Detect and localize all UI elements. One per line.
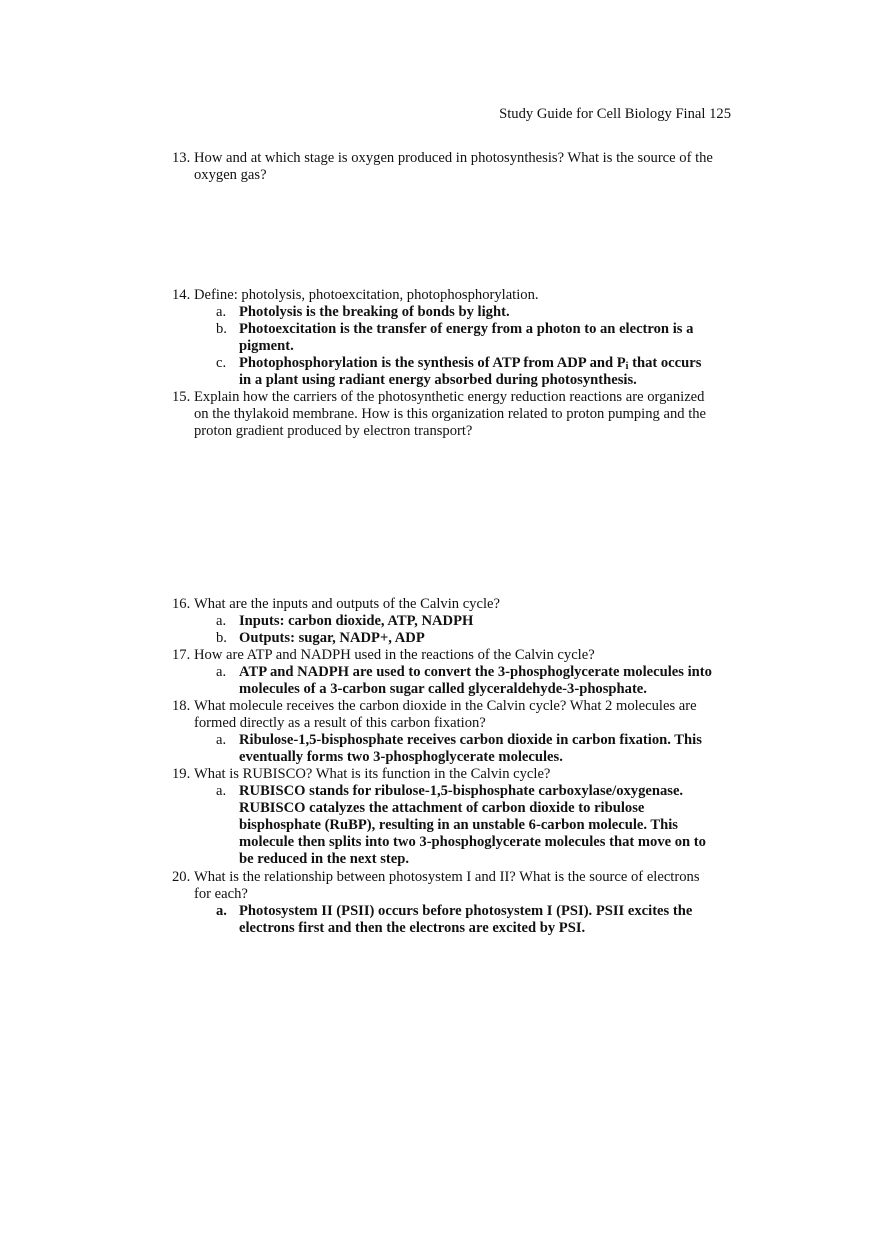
answer-item xyxy=(172,304,732,321)
question-text: formed directly as a result of this carbon fixation? xyxy=(194,715,486,731)
subscript-i: i xyxy=(625,361,629,372)
answer-text: molecules of a 3-carbon sugar called glyceraldehyde-3-phosphate. xyxy=(239,681,647,697)
answer-item xyxy=(172,903,732,937)
answer-text: be reduced in the next step. xyxy=(239,851,409,867)
answer-item xyxy=(172,664,732,698)
answer-letter: c. xyxy=(216,355,227,371)
question-text: What molecule receives the carbon dioxide in the Calvin cycle? What 2 molecules are xyxy=(194,698,697,714)
answer-text: that occurs xyxy=(628,355,702,371)
question-number: 19. xyxy=(172,766,191,782)
question-number: 20. xyxy=(172,869,191,885)
answer-text: Ribulose-1,5-bisphosphate receives carbon dioxide in carbon fixation. This xyxy=(239,732,702,748)
answer-item xyxy=(172,321,732,355)
answer-text: pigment. xyxy=(239,338,294,354)
answer-text: molecule then splits into two 3-phosphoglycerate molecules that move on to xyxy=(239,834,706,850)
question-13 xyxy=(172,150,732,184)
question-14 xyxy=(172,287,732,389)
question-text: Define: photolysis, photoexcitation, photophosphorylation. xyxy=(194,287,539,303)
answer-text: ATP and NADPH are used to convert the 3-phosphoglycerate molecules into xyxy=(239,664,712,680)
question-number: 18. xyxy=(172,698,191,714)
question-number: 13. xyxy=(172,150,191,166)
answer-text: RUBISCO catalyzes the attachment of carbon dioxide to ribulose xyxy=(239,800,645,816)
answer-item xyxy=(172,613,732,630)
question-18 xyxy=(172,698,732,766)
question-20 xyxy=(172,869,732,937)
answer-text: bisphosphate (RuBP), resulting in an unstable 6-carbon molecule. This xyxy=(239,817,678,833)
question-text: proton gradient produced by electron transport? xyxy=(194,423,473,439)
question-text: What is RUBISCO? What is its function in the Calvin cycle? xyxy=(194,766,551,782)
answer-item xyxy=(172,783,732,868)
answer-text: eventually forms two 3-phosphoglycerate molecules. xyxy=(239,749,563,765)
question-16 xyxy=(172,596,732,647)
question-text: Explain how the carriers of the photosynthetic energy reduction reactions are organized xyxy=(194,389,705,405)
answer-item xyxy=(172,732,732,766)
answer-text: electrons first and then the electrons are excited by PSI. xyxy=(239,920,586,936)
question-number: 17. xyxy=(172,647,191,663)
question-17 xyxy=(172,647,732,698)
question-text: How are ATP and NADPH used in the reactions of the Calvin cycle? xyxy=(194,647,595,663)
answer-text: Photosystem II (PSII) occurs before photosystem I (PSI). PSII excites the xyxy=(239,903,693,919)
answer-text: in a plant using radiant energy absorbed during photosynthesis. xyxy=(239,372,637,388)
answer-letter: a. xyxy=(216,732,227,748)
answer-letter: a. xyxy=(216,783,227,799)
question-text: for each? xyxy=(194,886,248,902)
answer-text: Outputs: sugar, NADP+, ADP xyxy=(239,630,425,646)
question-19 xyxy=(172,766,732,868)
question-text: What is the relationship between photosystem I and II? What is the source of electrons xyxy=(194,869,700,885)
answer-item xyxy=(172,630,732,647)
question-text: on the thylakoid membrane. How is this organization related to proton pumping and the xyxy=(194,406,707,422)
question-text: How and at which stage is oxygen produced in photosynthesis? What is the source of the xyxy=(194,150,713,166)
answer-text: Photophosphorylation is the synthesis of ATP from ADP and P xyxy=(239,355,626,371)
question-15 xyxy=(172,389,732,440)
answer-letter: a. xyxy=(216,304,227,320)
question-number: 14. xyxy=(172,287,191,303)
answer-letter: a. xyxy=(216,903,227,919)
question-text: What are the inputs and outputs of the Calvin cycle? xyxy=(194,596,500,612)
answer-text: Photoexcitation is the transfer of energy from a photon to an electron is a xyxy=(239,321,694,337)
answer-letter: b. xyxy=(216,321,227,337)
answer-text: RUBISCO stands for ribulose-1,5-bisphosphate carboxylase/oxygenase. xyxy=(239,783,684,799)
answer-text: Photolysis is the breaking of bonds by light. xyxy=(239,304,510,320)
answer-letter: a. xyxy=(216,613,227,629)
answer-letter: a. xyxy=(216,664,227,680)
question-text: oxygen gas? xyxy=(194,167,267,183)
answer-letter: b. xyxy=(216,630,227,646)
answer-text: Inputs: carbon dioxide, ATP, NADPH xyxy=(239,613,474,629)
question-number: 15. xyxy=(172,389,191,405)
question-number: 16. xyxy=(172,596,191,612)
answer-item xyxy=(172,355,732,389)
page-header: Study Guide for Cell Biology Final 125 xyxy=(499,106,731,122)
